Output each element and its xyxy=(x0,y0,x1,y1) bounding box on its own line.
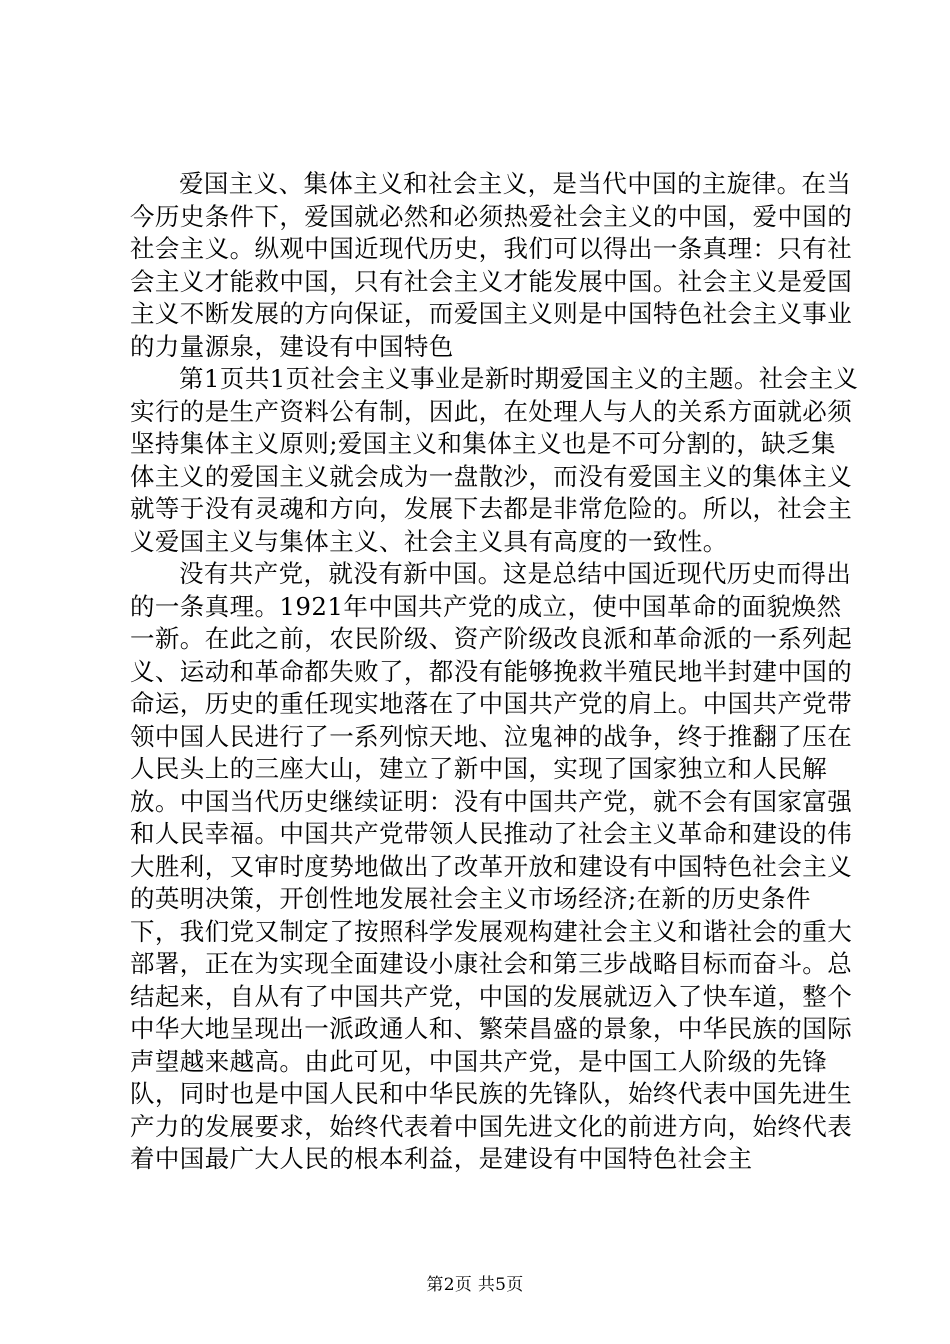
page-number: 第2页 共5页 xyxy=(426,1275,524,1295)
paragraph-1: 爱国主义、集体主义和社会主义，是当代中国的主旋律。在当今历史条件下，爱国就必然和必须热爱社会主义的中国，爱中国的社会主义。纵观中国近现代历史，我们可以得出一条真理：只有社会主义才能救中国，只有社会主义才能发展中国。社会主义是爱国主义不断发展的方向保证，而爱国主义则是中国特色社会主义事业的力量源泉，建设有中国特色 xyxy=(130,169,853,361)
paragraph-2: 第1页共1页社会主义事业是新时期爱国主义的主题。社会主义实行的是生产资料公有制，因此，在处理人与人的关系方面就必须坚持集体主义原则;爱国主义和集体主义也是不可分割的，缺乏集体主义的爱国主义就会成为一盘散沙，而没有爱国主义的集体主义就等于没有灵魂和方向，发展下去都是非常危险的。所以，社会主义爱国主义与集体主义、社会主义具有高度的一致性。 xyxy=(130,364,859,556)
page-footer xyxy=(0,1273,950,1297)
body-text xyxy=(130,168,860,1176)
paragraph-3: 没有共产党，就没有新中国。这是总结中国近现代历史而得出的一条真理。1921年中国共产党的成立，使中国革命的面貌焕然一新。在此之前，农民阶级、资产阶级改良派和革命派的一系列起义、运动和革命都失败了，都没有能够挽救半殖民地半封建中国的命运，历史的重任现实地落在了中国共产党的肩上。中国共产党带领中国人民进行了一系列惊天地、泣鬼神的战争，终于推翻了压在人民头上的三座大山，建立了新中国，实现了国家独立和人民解放。中国当代历史继续证明：没有中国共产党，就不会有国家富强和人民幸福。中国共产党带领人民推动了社会主义革命和建设的伟大胜利，又审时度势地做出了改革开放和建设有中国特色社会主义的英明决策，开创性地发展社会主义市场经济;在新的历史条件下，我们党又制定了按照科学发展观构建社会主义和谐社会的重大部署，正在为实现全面建设小康社会和第三步战略目标而奋斗。总结起来，自从有了中国共产党，中国的发展就迈入了快车道，整个中华大地呈现出一派政通人和、繁荣昌盛的景象，中华民族的国际声望越来越高。由此可见，中国共产党，是中国工人阶级的先锋队，同时也是中国人民和中华民族的先锋队，始终代表中国先进生产力的发展要求，始终代表着中国先进文化的前进方向，始终代表着中国最广大人民的根本利益，是建设有中国特色社会主 xyxy=(130,559,853,1173)
